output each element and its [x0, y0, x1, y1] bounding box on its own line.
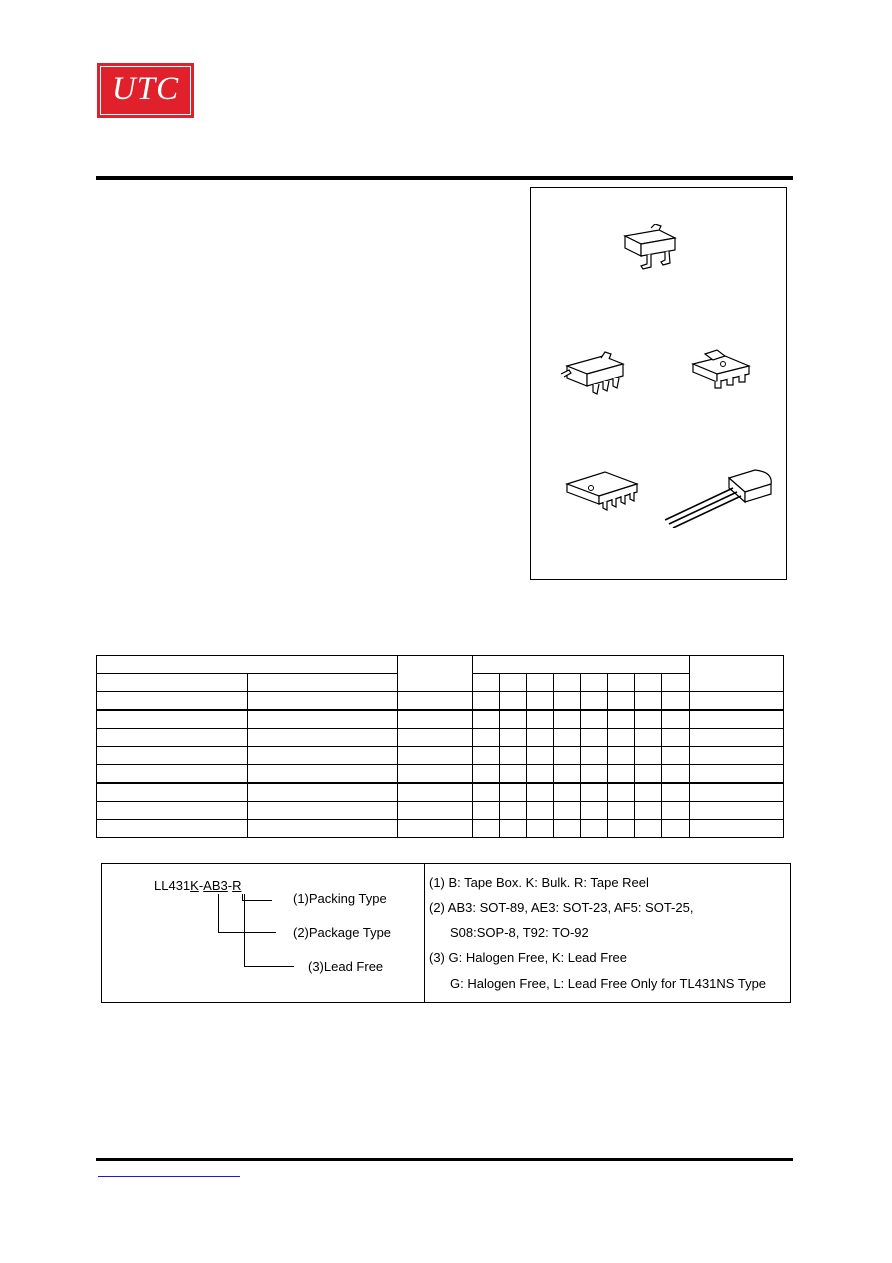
header-rule [96, 176, 793, 180]
package-type-leader-line [218, 894, 219, 932]
packing-type-label: (1)Packing Type [293, 891, 387, 906]
logo-text: UTC [111, 71, 180, 107]
sot-23-package-icon [619, 224, 683, 276]
ordering-information-table [96, 655, 784, 838]
packing-type-note: (1) B: Tape Box. K: Bulk. R: Tape Reel [429, 875, 649, 890]
table-row [97, 820, 784, 838]
table-row [97, 710, 784, 729]
package-type-note: (2) AB3: SOT-89, AE3: SOT-23, AF5: SOT-25, [429, 900, 694, 915]
table-row [97, 747, 784, 765]
lead-free-label: (3)Lead Free [308, 959, 384, 974]
packing-type-leader-line [242, 900, 272, 901]
package-type-note-cont: S08:SOP-8, T92: TO-92 [450, 925, 589, 940]
table-row [97, 729, 784, 747]
lead-free-note: (3) G: Halogen Free, K: Lead Free [429, 950, 627, 965]
lead-free-leader-line [244, 966, 294, 967]
utc-logo [97, 63, 194, 118]
lead-free-leader-line [244, 894, 245, 966]
package-code: AB3 [203, 878, 228, 893]
sot-25-package-icon [559, 346, 631, 402]
footer-link[interactable] [98, 1176, 240, 1177]
part-separator: - [198, 878, 204, 893]
table-row [97, 783, 784, 802]
table-row [97, 802, 784, 820]
lead-free-code: K [190, 878, 199, 893]
part-number-example [154, 878, 241, 894]
footer-rule [96, 1158, 793, 1161]
ordering-code-box [101, 863, 791, 1003]
package-type-leader-line [218, 932, 276, 933]
package-type-label: (2)Package Type [293, 925, 392, 940]
sot-89-package-icon [687, 348, 757, 396]
to-92-package-icon [663, 466, 777, 528]
part-separator: - [227, 878, 233, 893]
package-images-box [530, 187, 787, 580]
part-prefix: LL431 [154, 878, 191, 893]
ordering-code-divider [424, 864, 425, 1002]
sop-8-package-icon [561, 468, 645, 518]
table-header-row [97, 656, 784, 674]
table-row [97, 765, 784, 784]
lead-free-note-cont: G: Halogen Free, L: Lead Free Only for TL431NS Type [450, 976, 767, 991]
table-row [97, 692, 784, 711]
packing-code: R [232, 878, 242, 893]
